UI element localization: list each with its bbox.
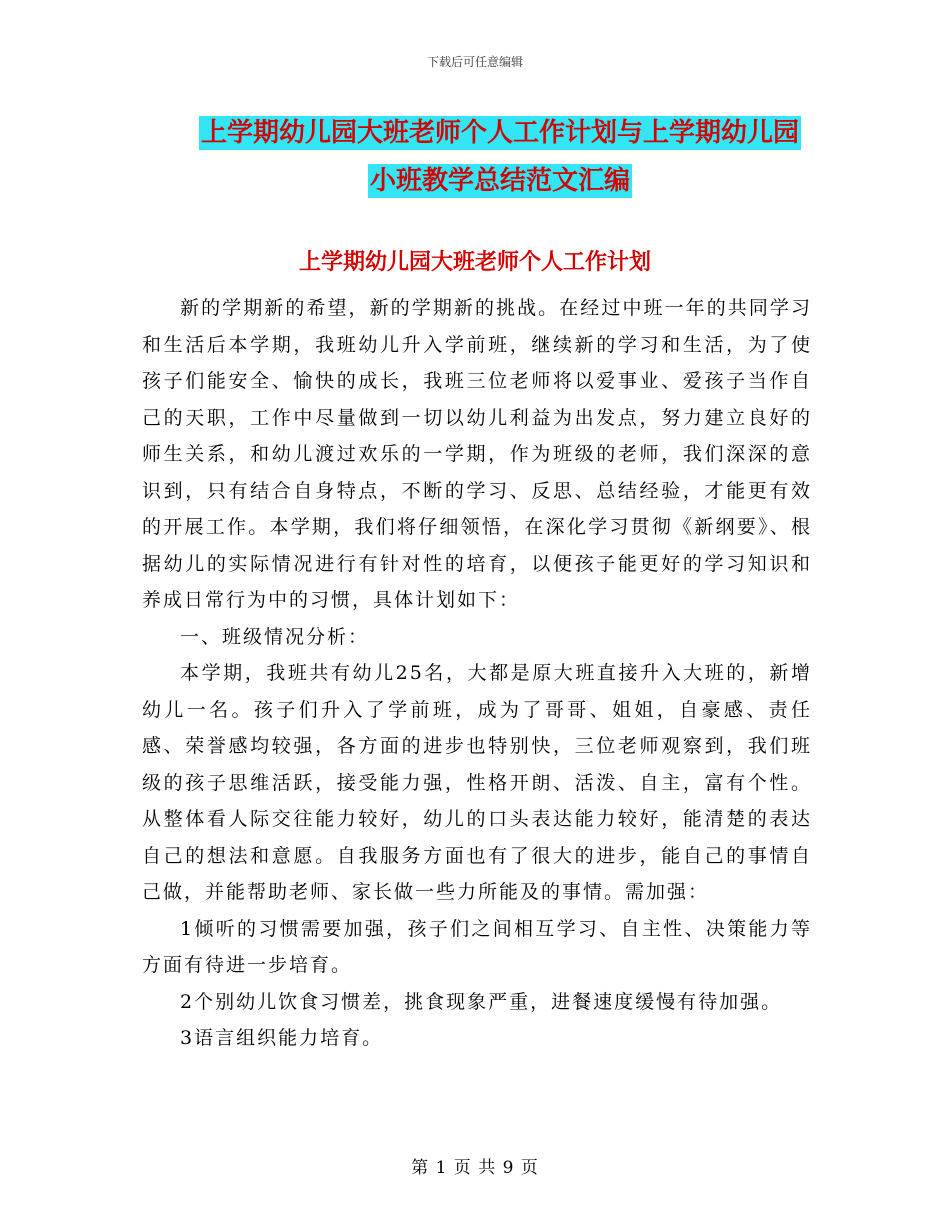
body-text — [142, 290, 812, 1057]
document-title-line-2: 小班教学总结范文汇编 — [369, 166, 630, 196]
paragraph-item-2: 2个别幼儿饮食习惯差，挑食现象严重，进餐速度缓慢有待加强。 — [180, 990, 783, 1013]
document-title-line-1: 上学期幼儿园大班老师个人工作计划与上学期幼儿园 — [200, 118, 799, 148]
paragraph-class-analysis: 本学期，我班共有幼儿25名，大都是原大班直接升入大班的，新增幼儿一名。孩子们升入了学前班，成为了哥哥、姐姐，自豪感、责任感、荣誉感均较强，各方面的进步也特别快，三位老师观察到，我们班级的孩子思维活跃，接受能力强，性格开朗、活泼、自主，富有个性。从整体看人际交往能力较好，幼儿的口头表达能力较好，能清楚的表达自己的想法和意愿。自我服务方面也有了很大的进步，能自己的事情自己做，并能帮助老师、家长做一些力所能及的事情。需加强： — [142, 662, 812, 903]
paragraph-item-1: 1倾听的习惯需要加强，孩子们之间相互学习、自主性、决策能力等方面有待进一步培育。 — [142, 917, 812, 976]
document-title — [180, 109, 820, 205]
section-title: 上学期幼儿园大班老师个人工作计划 — [298, 250, 651, 275]
header-note: 下载后可任意编辑 — [426, 55, 523, 69]
paragraph-heading-class-analysis: 一、班级情况分析： — [180, 625, 370, 648]
page-footer: 第 1 页 共 9 页 — [411, 1158, 539, 1178]
paragraph-intro: 新的学期新的希望，新的学期新的挑战。在经过中班一年的共同学习和生活后本学期，我班幼儿升入学前班，继续新的学习和生活，为了使孩子们能安全、愉快的成长，我班三位老师将以爱事业、爱孩子当作自己的天职，工作中尽量做到一切以幼儿利益为出发点，努力建立良好的师生关系，和幼儿渡过欢乐的一学期，作为班级的老师，我们深深的意识到，只有结合自身特点，不断的学习、反思、总结经验，才能更有效的开展工作。本学期，我们将仔细领悟，在深化学习贯彻《新纲要》、根据幼儿的实际情况进行有针对性的培育，以便孩子能更好的学习知识和养成日常行为中的习惯，具体计划如下： — [142, 297, 812, 611]
paragraph-item-3: 3语言组织能力培育。 — [180, 1027, 384, 1049]
